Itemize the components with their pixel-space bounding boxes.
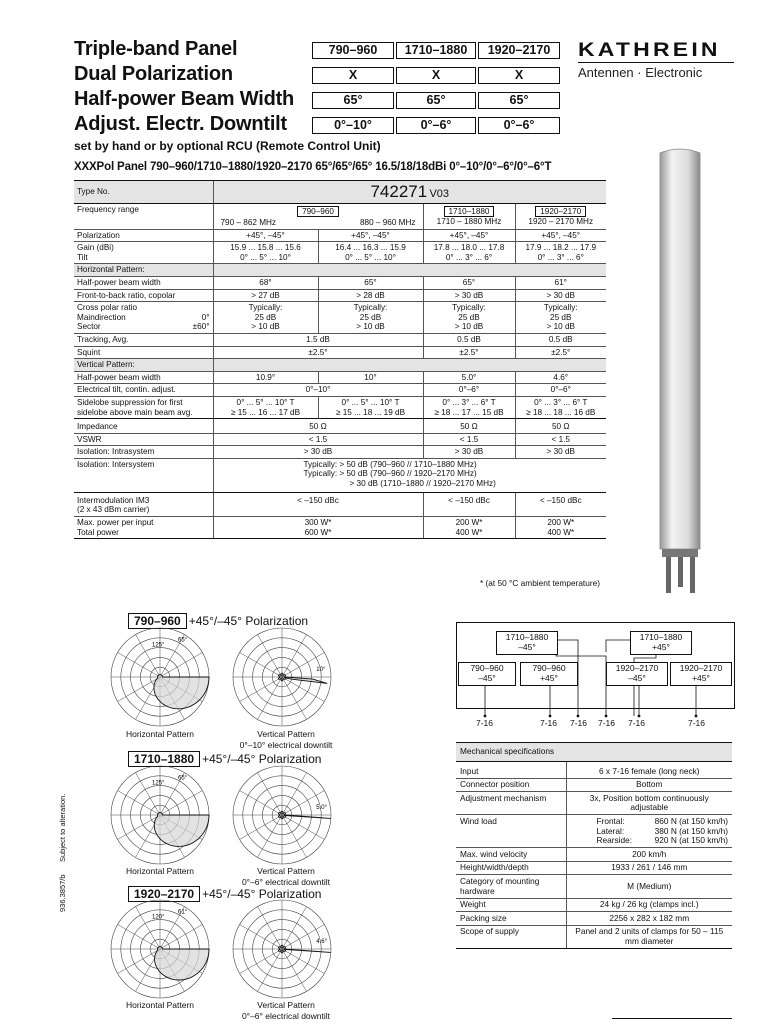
vpattern-caption-3: Vertical Pattern <box>257 1000 315 1010</box>
port-label: 7-16 <box>688 718 706 728</box>
power-cell: 300 W* <box>304 518 332 528</box>
gain-cell: 17.8 ... 18.0 ... 17.8 <box>433 243 505 253</box>
tilt-cell: 0° ... 5° ... 10° <box>240 252 291 262</box>
sls-cell: 0° ... 5° ... 10° T <box>236 397 295 407</box>
polar-grid-spoke <box>240 653 282 678</box>
spec-table <box>74 180 606 539</box>
pol-value-3: X <box>478 67 560 84</box>
power-cell: 600 W* <box>304 527 332 537</box>
polar-grid-spoke <box>258 815 283 857</box>
ftb-cell: > 27 dB <box>213 289 318 302</box>
ftb-cell: > 30 dB <box>423 289 515 302</box>
tracking-label: Tracking, Avg. <box>74 333 213 346</box>
freq-sub-4: 1920 – 2170 MHz <box>528 217 594 226</box>
connector-1710-plus45: 1710–1880 +45° <box>630 631 692 655</box>
vhpbw-cell: 10° <box>318 371 423 384</box>
ftb-cell: > 28 dB <box>318 289 423 302</box>
polar-grid-spoke <box>258 773 283 815</box>
pattern-band-1: 790–960 <box>128 613 187 629</box>
band-header-3: 1920–2170 <box>478 42 560 59</box>
mech-label: Adjustment mechanism <box>456 792 566 815</box>
sls-cell: 0° ... 5° ... 10° T <box>341 397 400 407</box>
impedance-cell: 50 Ω <box>515 419 606 434</box>
polar-grid-spoke <box>136 635 161 677</box>
xpol-main-deg: 0° <box>201 312 210 322</box>
vhpbw-label: Half-power beam width <box>74 371 213 384</box>
freq-band-2: 1710–1880 <box>444 206 495 217</box>
iso-intra-cell: > 30 dB <box>213 446 423 459</box>
hpattern-caption-2: Horizontal Pattern <box>125 866 195 876</box>
pattern-band-3: 1920–2170 <box>128 886 200 902</box>
connector-1920-plus45: 1920–2170 +45° <box>670 662 732 686</box>
polar-grid-spoke <box>282 925 324 950</box>
polar-grid-spoke <box>282 907 307 949</box>
tilt-cell: 0° ... 3° ... 6° <box>445 252 493 262</box>
port-label: 7-16 <box>540 718 558 728</box>
type-no-label: Type No. <box>74 181 213 204</box>
vswr-label: VSWR <box>74 433 213 446</box>
pol-cell: +45°, –45° <box>213 229 318 242</box>
hpattern-caption-3: Horizontal Pattern <box>125 1000 195 1010</box>
vhpbw-cell: 10.9° <box>213 371 318 384</box>
squint-cell: ±2.5° <box>515 346 606 359</box>
polar-grid-spoke <box>282 949 324 974</box>
polar-grid-spoke <box>258 907 283 949</box>
xpol-cell: > 10 dB <box>356 322 385 332</box>
mech-label: Packing size <box>456 912 566 926</box>
doc-number: 936.3857/b <box>58 874 67 912</box>
xpol-sector-label: Sector <box>77 322 101 332</box>
xpol-typ: Typically: <box>452 303 486 313</box>
xpol-cell: > 10 dB <box>251 322 280 332</box>
gain-cell: 15.9 ... 15.8 ... 15.6 <box>230 243 301 253</box>
vpattern-tilt-1: 0°–10° electrical downtilt <box>239 740 333 750</box>
freq-sub-2: 880 – 960 MHz <box>359 218 416 227</box>
xpol-cell: > 10 dB <box>546 322 575 332</box>
vpattern-caption-1: Vertical Pattern <box>257 729 315 739</box>
hpbw-marker-label: 125° <box>152 642 165 649</box>
freq-band-3: 1920–2170 <box>535 206 586 217</box>
subtitle: set by hand or by optional RCU (Remote Control Unit) <box>74 139 381 153</box>
pol-cell: +45°, –45° <box>318 229 423 242</box>
hpbw-label: Half-power beam width <box>74 276 213 289</box>
mech-title: Mechanical specifications <box>456 743 732 762</box>
squint-cell: ±2.5° <box>423 346 515 359</box>
xpol-cell: 25 dB <box>359 312 382 322</box>
im3-cell: < –150 dBc <box>515 492 606 516</box>
hpbw-marker-label: 65° <box>178 637 188 644</box>
polar-grid-spoke <box>282 773 307 815</box>
pattern-pol-3: +45°/–45° Polarization <box>202 887 322 901</box>
sls-cell: 0° ... 3° ... 6° T <box>442 397 496 407</box>
product-title-line1: Triple-band Panel <box>74 38 238 60</box>
polar-grid-spoke <box>240 791 282 816</box>
horizontal-pattern-lobe <box>154 813 209 847</box>
wind-dir: Rearside: <box>596 835 633 846</box>
hpbw-cell: 68° <box>213 276 318 289</box>
freq-sub-3: 1710 – 1880 MHz <box>436 217 502 226</box>
gain-cell: 17.9 ... 18.2 ... 17.9 <box>525 243 597 253</box>
mech-label: Height/width/depth <box>456 861 566 875</box>
xpol-sector-deg: ±60° <box>192 322 210 332</box>
polar-grid-spoke <box>240 677 282 702</box>
power-cell: 400 W* <box>547 527 575 537</box>
vpattern-caption-2: Vertical Pattern <box>257 866 315 876</box>
polar-grid-spoke <box>136 907 161 949</box>
polar-grid-spoke <box>258 949 283 991</box>
footer-rule <box>612 1018 732 1019</box>
beamwidth-value-2: 65° <box>396 92 476 109</box>
type-no-value: 742271 <box>370 182 428 201</box>
pol-value-1: X <box>312 67 394 84</box>
mech-value: 1933 / 261 / 146 mm <box>566 861 732 875</box>
hpbw-marker-label: 125° <box>152 780 165 787</box>
iso-inter-line: Typically: > 50 dB (790–960 // 1920–2170 MHz) <box>303 469 477 479</box>
vhpbw-cell: 5.0° <box>423 371 515 384</box>
downtilt-value-3: 0°–6° <box>478 117 560 134</box>
impedance-cell: 50 Ω <box>423 419 515 434</box>
iso-intra-cell: > 30 dB <box>423 446 515 459</box>
model-line: XXXPol Panel 790–960/1710–1880/1920–2170 65°/65°/65° 16.5/18/18dBi 0°–10°/0°–6°/0°–6°T <box>74 161 552 173</box>
pattern-pol-1: +45°/–45° Polarization <box>188 614 309 628</box>
vpat-spacer <box>213 359 606 372</box>
mechanical-spec-table <box>456 742 732 949</box>
tracking-cell: 0.5 dB <box>515 333 606 346</box>
product-title-line3: Half-power Beam Width <box>74 88 295 110</box>
polar-grid-spoke <box>282 949 307 991</box>
vswr-cell: < 1.5 <box>423 433 515 446</box>
mech-label: Max. wind velocity <box>456 848 566 862</box>
im3-label: (2 x 43 dBm carrier) <box>77 505 150 515</box>
beamwidth-value-1: 65° <box>312 92 394 109</box>
tracking-cell: 0.5 dB <box>423 333 515 346</box>
polar-grid-spoke <box>282 635 307 677</box>
sls-label: Sidelobe suppression for first <box>77 397 183 407</box>
wind-val: 860 N (at 150 km/h) <box>654 815 728 826</box>
radiation-pattern-plots <box>100 625 360 1023</box>
xpol-typ: Typically: <box>248 303 283 313</box>
mech-label: Category of mounting hardware <box>456 875 566 898</box>
xpol-label: Cross polar ratio <box>77 303 138 313</box>
squint-cell: ±2.5° <box>213 346 423 359</box>
mech-label: Input <box>456 761 566 778</box>
polar-grid-spoke <box>282 815 307 857</box>
sls-cell: ≥ 15 ... 18 ... 19 dB <box>335 407 406 417</box>
wind-val: 380 N (at 150 km/h) <box>654 825 728 836</box>
tilt-cell: 0° ... 5° ... 10° <box>345 252 396 262</box>
iso-inter-line: > 30 dB (1710–1880 // 1920–2170 MHz) <box>349 479 496 489</box>
iso-inter-line: Typically: > 50 dB (790–960 // 1710–1880 MHz) <box>303 459 477 469</box>
downtilt-value-2: 0°–6° <box>396 117 476 134</box>
ftb-label: Front-to-back ratio, copolar <box>74 289 213 302</box>
freq-sub-1: 790 – 862 MHz <box>220 218 277 227</box>
polar-grid-spoke <box>118 925 160 950</box>
xpol-typ: Typically: <box>543 303 578 313</box>
wind-val: 920 N (at 150 km/h) <box>654 835 728 846</box>
xpol-cell: 25 dB <box>550 312 572 322</box>
polar-grid-spoke <box>240 949 282 974</box>
polar-grid-spoke <box>282 677 307 719</box>
mech-value: Panel and 2 units of clamps for 50 – 115 mm diameter <box>566 925 732 948</box>
gain-label: Gain (dBi) <box>77 243 114 253</box>
polar-grid-spoke <box>118 949 160 974</box>
squint-label: Squint <box>74 346 213 359</box>
iso-intra-cell: > 30 dB <box>515 446 606 459</box>
port-label: 7-16 <box>476 718 494 728</box>
hpbw-marker-label: 61° <box>178 909 188 916</box>
mech-label: Wind load <box>456 815 566 848</box>
im3-cell: < –150 dBc <box>423 492 515 516</box>
mech-label: Weight <box>456 898 566 912</box>
type-no-suffix: V03 <box>429 188 450 200</box>
connector-790-plus45: 790–960 +45° <box>520 662 578 686</box>
xpol-cell: 25 dB <box>254 312 277 322</box>
xpol-main-label: Maindirection <box>77 312 126 322</box>
vpbw-marker-label: 10° <box>316 667 326 673</box>
power-cell: 200 W* <box>547 518 575 528</box>
vhpbw-cell: 4.6° <box>515 371 606 384</box>
connector-1920-minus45: 1920–2170 –45° <box>606 662 668 686</box>
tilt-cell: 0° ... 3° ... 6° <box>537 252 584 262</box>
im3-label: Intermodulation IM3 <box>77 495 150 505</box>
impedance-cell: 50 Ω <box>213 419 423 434</box>
power-label: Max. power per input <box>77 518 154 528</box>
wind-dir: Frontal: <box>596 815 625 826</box>
logo-divider <box>578 62 734 63</box>
band-header-2: 1710–1880 <box>396 42 476 59</box>
etilt-cell: 0°–6° <box>515 384 606 397</box>
impedance-label: Impedance <box>74 419 213 434</box>
port-label: 7-16 <box>570 718 588 728</box>
sls-cell: ≥ 18 ... 18 ... 16 dB <box>526 407 596 417</box>
power-cell: 400 W* <box>455 527 483 537</box>
band-header-1: 790–960 <box>312 42 394 59</box>
hpat-label: Horizontal Pattern: <box>74 264 213 277</box>
pattern-band-2: 1710–1880 <box>128 751 200 767</box>
xpol-cell: > 10 dB <box>454 322 484 332</box>
hpbw-cell: 65° <box>318 276 423 289</box>
mech-value: 3x, Position bottom continuously adjustable <box>566 792 732 815</box>
etilt-cell: 0°–6° <box>423 384 515 397</box>
mech-label: Connector position <box>456 778 566 792</box>
xpol-cell: 25 dB <box>458 312 480 322</box>
polar-grid-spoke <box>240 815 282 840</box>
vswr-cell: < 1.5 <box>515 433 606 446</box>
iso-intra-label: Isolation: Intrasystem <box>74 446 213 459</box>
hpattern-caption-1: Horizontal Pattern <box>125 729 195 739</box>
polar-grid-spoke <box>258 635 283 677</box>
vpbw-marker-label: 5.0° <box>316 805 328 811</box>
mech-value: 24 kg / 26 kg (clamps incl.) <box>566 898 732 912</box>
polar-grid-spoke <box>282 791 324 816</box>
vpattern-tilt-3: 0°–6° electrical downtilt <box>241 1011 331 1021</box>
freq-label: Frequency range <box>74 204 213 230</box>
polar-grid-spoke <box>258 677 283 719</box>
im3-cell: < –150 dBc <box>213 492 423 516</box>
tilt-label: Tilt <box>77 252 88 262</box>
downtilt-value-1: 0°–10° <box>312 117 394 134</box>
mech-value: M (Medium) <box>566 875 732 898</box>
polar-grid-spoke <box>160 653 202 678</box>
vpattern-tilt-2: 0°–6° electrical downtilt <box>241 877 331 887</box>
hpbw-cell: 65° <box>423 276 515 289</box>
ftb-cell: > 30 dB <box>515 289 606 302</box>
port-label: 7-16 <box>628 718 646 728</box>
connector-790-minus45: 790–960 –45° <box>458 662 516 686</box>
mech-value: Bottom <box>566 778 732 792</box>
pol-label: Polarization <box>74 229 213 242</box>
brand-tagline: Antennen · Electronic <box>578 65 703 80</box>
footnote: * (at 50 °C ambient temperature) <box>480 578 600 588</box>
sls-cell: ≥ 15 ... 16 ... 17 dB <box>230 407 301 417</box>
polar-grid-spoke <box>282 815 324 840</box>
sls-cell: ≥ 18 ... 17 ... 15 dB <box>434 407 504 417</box>
sls-label: sidelobe above main beam avg. <box>77 407 193 417</box>
polar-grid-spoke <box>136 773 161 815</box>
polar-grid-spoke <box>118 791 160 816</box>
alteration-notice: Subject to alteration. <box>58 793 67 862</box>
horizontal-pattern-lobe <box>155 947 209 980</box>
product-title-line4: Adjust. Electr. Downtilt <box>74 113 287 135</box>
power-cell: 200 W* <box>455 518 483 528</box>
etilt-cell: 0°–10° <box>213 384 423 397</box>
pol-cell: +45°, –45° <box>515 229 606 242</box>
vpbw-marker-label: 4.6° <box>316 939 328 945</box>
xpol-typ: Typically: <box>353 303 388 313</box>
connector-1710-minus45: 1710–1880 –45° <box>496 631 558 655</box>
tracking-cell: 1.5 dB <box>213 333 423 346</box>
wind-dir: Lateral: <box>596 825 625 836</box>
polar-grid-spoke <box>160 925 202 950</box>
polar-grid-spoke <box>118 815 160 840</box>
horizontal-pattern-lobe <box>154 675 209 709</box>
pol-value-2: X <box>396 67 476 84</box>
port-label: 7-16 <box>598 718 616 728</box>
etilt-label: Electrical tilt, contin. adjust. <box>74 384 213 397</box>
power-label: Total power <box>77 527 119 537</box>
freq-band-1: 790–960 <box>297 206 339 217</box>
brand-logo: KATHREIN <box>578 38 721 61</box>
hpbw-marker-label: 120° <box>152 914 165 921</box>
mech-label: Scope of supply <box>456 925 566 948</box>
polar-grid-spoke <box>160 791 202 816</box>
vpat-label: Vertical Pattern: <box>74 359 213 372</box>
mech-value: 200 km/h <box>566 848 732 862</box>
sls-cell: 0° ... 3° ... 6° T <box>534 397 588 407</box>
beamwidth-value-3: 65° <box>478 92 560 109</box>
polar-grid-spoke <box>240 925 282 950</box>
iso-inter-label: Isolation: Intersystem <box>74 458 213 492</box>
antenna-photo <box>650 145 710 595</box>
pattern-pol-2: +45°/–45° Polarization <box>202 752 322 766</box>
hpbw-marker-label: 65° <box>178 775 188 782</box>
mech-value: 2256 x 282 x 182 mm <box>566 912 732 926</box>
hpbw-cell: 61° <box>515 276 606 289</box>
pol-cell: +45°, –45° <box>423 229 515 242</box>
vswr-cell: < 1.5 <box>213 433 423 446</box>
product-title-line2: Dual Polarization <box>74 63 233 85</box>
polar-grid-spoke <box>282 653 324 678</box>
polar-grid-spoke <box>118 653 160 678</box>
hpat-spacer <box>213 264 606 277</box>
gain-cell: 16.4 ... 16.3 ... 15.9 <box>335 243 406 253</box>
mech-value: 6 x 7-16 female (long neck) <box>566 761 732 778</box>
